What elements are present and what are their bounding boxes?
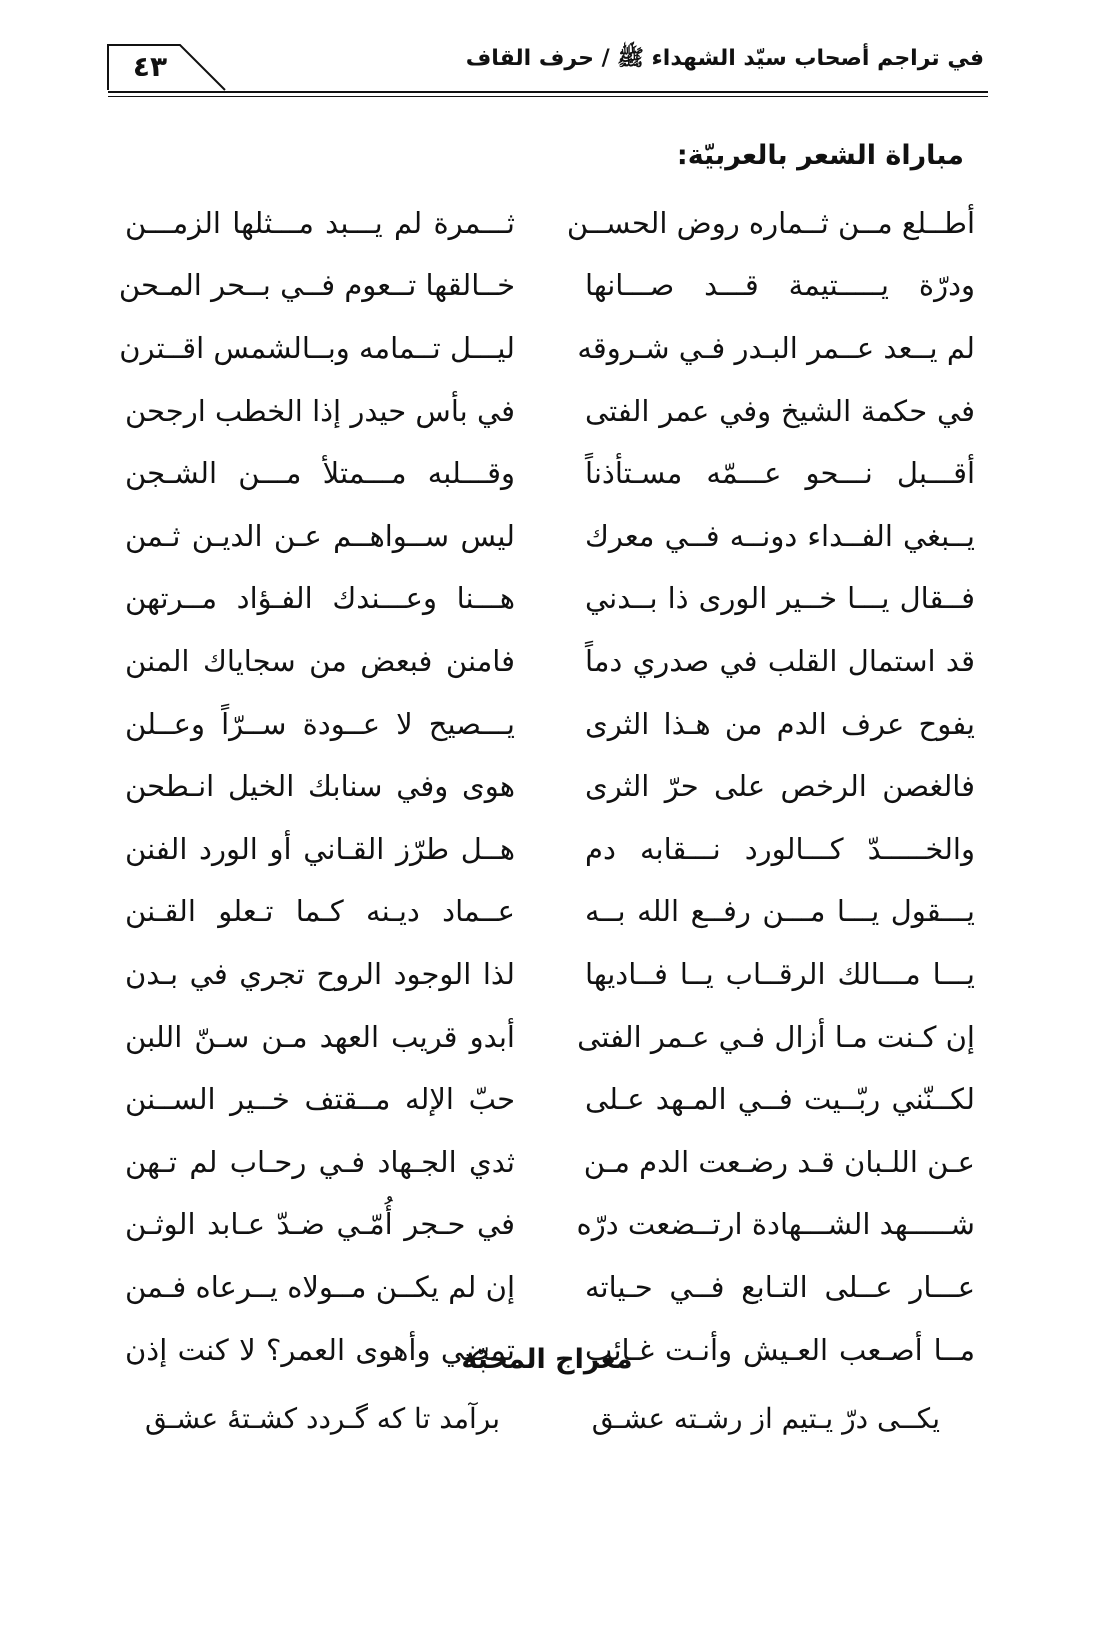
verse [125, 380, 975, 443]
verse-second-hemistich: ثدي الجـهاد فـي رحـاب لم تـهن [125, 1144, 515, 1179]
header-rule [108, 91, 988, 93]
verse [125, 818, 975, 881]
verse-first-hemistich: يـــا مـــالك الرقــاب يــا فــاديها [585, 957, 975, 992]
verse [125, 505, 975, 568]
verse-second-hemistich: تمضي وأهوى العمر؟ لا كنت إذن [125, 1332, 515, 1367]
verse-first-hemistich: أقـــبل نـــحو عـــمّه مسـتأذناً [585, 456, 975, 491]
persian-verse [144, 1402, 940, 1436]
verse-first-hemistich: عـــار عــلى التـابع فــي حـياته [585, 1269, 975, 1304]
verse-first-hemistich: يـــقول يـــا مـــن رفــع الله بــه [585, 894, 975, 929]
verse-second-hemistich: وقـــلبه مـــمتلأ مـــن الشـجن [125, 456, 515, 491]
verse-first-hemistich: والخـــــدّ كـــالورد نـــقابه دم [585, 831, 975, 866]
verse-first-hemistich: إن كـنت مـا أزال فـي عـمر الفتى [577, 1019, 975, 1054]
verse-second-hemistich: ثـــمرة لم يـــبد مـــثلها الزمـــن [125, 205, 515, 240]
verse-second-hemistich: لذا الوجود الروح تجري في بـدن [125, 957, 515, 992]
verse-first-hemistich: عـن اللـبان قـد رضـعت الدم مـن [583, 1144, 975, 1179]
verse-first-hemistich: شـــــهد الشـــهادة ارتــضعت درّه [576, 1207, 975, 1242]
verse-first-hemistich: أطــلع مــن ثــماره روض الحســن [566, 205, 975, 240]
verse [125, 1131, 975, 1194]
verse-first-hemistich: يكــى درّ يـتيم از رشـته عشـق [591, 1402, 940, 1435]
verse-second-hemistich: هـــنا وعـــندك الفـؤاد مــرتهن [125, 581, 515, 616]
verse [119, 317, 975, 380]
verse-second-hemistich: في حـجر أُمّـي ضـدّ عـابد الوثـن [125, 1207, 515, 1242]
verse-first-hemistich: يفوح عرف الدم من هـذا الثرى [585, 706, 975, 741]
running-head: في تراجم أصحاب سيّد الشهداء ﷺ / حرف القاف [465, 46, 984, 71]
verse-first-hemistich: يــبغي الفــداء دونــه فــي معرك [585, 518, 975, 553]
verse-first-hemistich: قد استمال القلب في صدري دماً [585, 644, 975, 679]
verse-second-hemistich: في بأس حيدر إذا الخطب ارجحن [124, 393, 515, 428]
verse-second-hemistich: برآمد تا كه گـردد كشـتۀ عشـق [144, 1402, 500, 1435]
verse [125, 881, 975, 944]
poem [118, 192, 975, 1381]
verse [125, 693, 975, 756]
section-title: مباراة الشعر بالعربيّة: [676, 140, 964, 171]
verse [125, 943, 975, 1006]
verse [125, 1256, 975, 1319]
verse-first-hemistich: مــا أصـعب العـيش وأنـت غـائب [585, 1332, 975, 1367]
header-rule-thin [108, 96, 988, 97]
verse-first-hemistich: في حكمة الشيخ وفي عمر الفتى [585, 393, 975, 428]
verse-first-hemistich: لكــنّني ربّــيت فــي المـهد عـلى [585, 1082, 975, 1117]
verse-second-hemistich: حبّ الإله مــقتف خــير الســنن [125, 1082, 515, 1117]
verse [125, 568, 975, 631]
verse [125, 755, 975, 818]
verse [125, 1006, 975, 1069]
verse-second-hemistich: هــل طرّز القـاني أو الورد الفنن [125, 831, 515, 866]
verse [118, 255, 975, 318]
verse [125, 442, 975, 505]
verse-second-hemistich: ليس ســواهــم عـن الديـن ثـمن [125, 518, 515, 553]
verse-second-hemistich: إن لم يكــن مــولاه يــرعاه فـمن [125, 1269, 515, 1304]
verse-second-hemistich: فامنن فبعض من سجاياك المنن [125, 644, 515, 679]
verse-second-hemistich: أبدو قريب العهد مـن سـنّ اللبن [125, 1019, 515, 1054]
verse-first-hemistich: فــقال يـــا خــير الورى ذا بــدني [585, 581, 975, 616]
page-number: ٤٣ [132, 50, 168, 83]
verse-second-hemistich: ليـــل تــمامه وبــالشمس اقــترن [119, 331, 515, 366]
section-title-2: معراج المحبّة [461, 1344, 633, 1375]
verse-first-hemistich: لم يــعد عــمر البـدر فـي شـروقه [577, 331, 975, 366]
verse-second-hemistich: عــماد ديـنه كـما تـعلو القـنن [125, 894, 515, 929]
verse-second-hemistich: هوى وفي سنابك الخيل انـطحن [125, 769, 515, 804]
verse [125, 1068, 975, 1131]
verse [125, 630, 975, 693]
verse [125, 192, 975, 255]
verse-second-hemistich: خــالقها تــعوم فــي بــحر المـحن [118, 268, 515, 303]
verse-first-hemistich: ودرّة يـــــتيمة قـــد صـــانها [585, 268, 975, 303]
verse [125, 1194, 975, 1257]
verse-first-hemistich: فالغصن الرخص على حرّ الثرى [585, 769, 975, 804]
verse-second-hemistich: يـــصيح لا عــودة ســرّاً وعــلن [125, 706, 515, 741]
